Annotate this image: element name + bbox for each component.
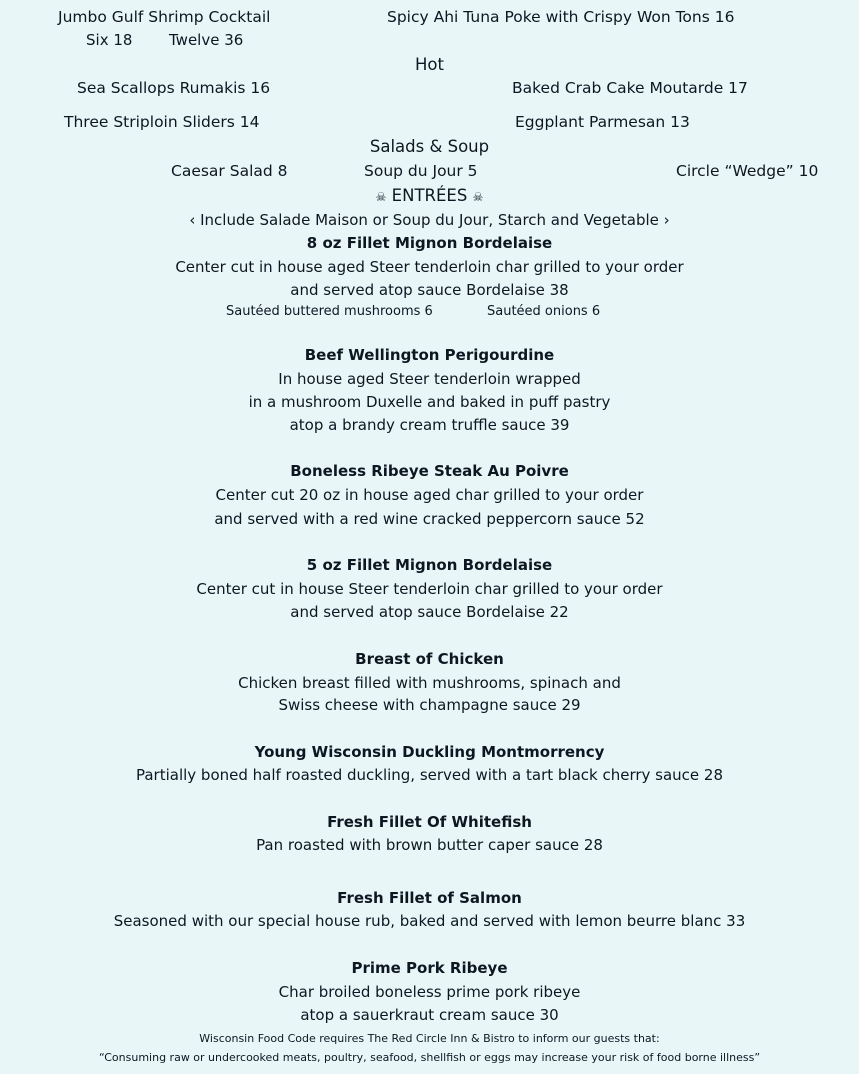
- entree-title: Fresh Fillet Of Whitefish: [327, 813, 532, 831]
- entree-description: and served atop sauce Bordelaise 38: [290, 281, 569, 299]
- hot-heading: Hot: [415, 55, 444, 74]
- entree-title: Prime Pork Ribeye: [351, 959, 508, 977]
- entree-title: Fresh Fillet of Salmon: [337, 889, 522, 907]
- soup-item: Soup du Jour 5: [364, 162, 478, 180]
- eggplant-item: Eggplant Parmesan 13: [515, 113, 690, 131]
- entree-title: Beef Wellington Perigourdine: [304, 346, 555, 364]
- entree-description: Swiss cheese with champagne sauce 29: [278, 696, 581, 714]
- entree-description: Center cut in house Steer tenderloin char grilled to your order: [196, 580, 663, 598]
- food-code-warning: “Consuming raw or undercooked meats, poultry, seafood, shellfish or eggs may increase your risk of food borne illness”: [98, 1051, 761, 1064]
- entree-description: atop a sauerkraut cream sauce 30: [300, 1006, 559, 1024]
- scallops-item: Sea Scallops Rumakis 16: [77, 79, 271, 97]
- entree-description: Partially boned half roasted duckling, served with a tart black cherry sauce 28: [135, 766, 724, 784]
- tuna-poke-item: Spicy Ahi Tuna Poke with Crispy Won Tons 16: [387, 8, 735, 26]
- entrees-note: ‹ Include Salade Maison or Soup du Jour, Starch and Vegetable ›: [189, 211, 670, 229]
- sliders-item: Three Striploin Sliders 14: [64, 113, 260, 131]
- entree-description: Center cut 20 oz in house aged char grilled to your order: [215, 486, 644, 504]
- entree-description: in a mushroom Duxelle and baked in puff pastry: [248, 393, 611, 411]
- shrimp-twelve-price: Twelve 36: [169, 31, 244, 49]
- entree-description: atop a brandy cream truffle sauce 39: [289, 416, 570, 434]
- entree-description: and served atop sauce Bordelaise 22: [290, 603, 569, 621]
- entrees-heading: ENTRÉES: [391, 186, 468, 205]
- entree-description: Center cut in house aged Steer tenderloin char grilled to your order: [175, 258, 684, 276]
- entree-description: Chicken breast filled with mushrooms, spinach and: [238, 674, 621, 692]
- entree-title: Breast of Chicken: [355, 650, 504, 668]
- entree-title: 8 oz Fillet Mignon Bordelaise: [306, 234, 553, 252]
- entree-title: Young Wisconsin Duckling Montmorrency: [254, 743, 605, 761]
- entree-description: Pan roasted with brown butter caper sauce 28: [256, 836, 603, 854]
- crab-cake-item: Baked Crab Cake Moutarde 17: [512, 79, 748, 97]
- entree-title: Boneless Ribeye Steak Au Poivre: [290, 462, 569, 480]
- skull-ornament-icon: ☠: [375, 190, 387, 204]
- food-code-notice: Wisconsin Food Code requires The Red Circle Inn & Bistro to inform our guests that:: [199, 1032, 660, 1045]
- shrimp-six-price: Six 18: [86, 31, 133, 49]
- shrimp-cocktail-title: Jumbo Gulf Shrimp Cocktail: [58, 8, 271, 26]
- entree-extra-onions: Sautéed onions 6: [487, 304, 601, 319]
- caesar-item: Caesar Salad 8: [171, 162, 288, 180]
- entree-description: Seasoned with our special house rub, baked and served with lemon beurre blanc 33: [113, 912, 746, 930]
- entree-description: and served with a red wine cracked peppercorn sauce 52: [214, 510, 645, 528]
- skull-ornament-icon: ☠: [472, 190, 484, 204]
- salads-heading: Salads & Soup: [369, 137, 490, 156]
- entree-title: 5 oz Fillet Mignon Bordelaise: [306, 556, 553, 574]
- entree-description: Char broiled boneless prime pork ribeye: [278, 983, 581, 1001]
- entree-description: In house aged Steer tenderloin wrapped: [278, 370, 581, 388]
- entrees-heading-row: [0, 186, 859, 205]
- entree-extra-mushrooms: Sautéed buttered mushrooms 6: [226, 304, 433, 319]
- wedge-item: Circle “Wedge” 10: [676, 162, 819, 180]
